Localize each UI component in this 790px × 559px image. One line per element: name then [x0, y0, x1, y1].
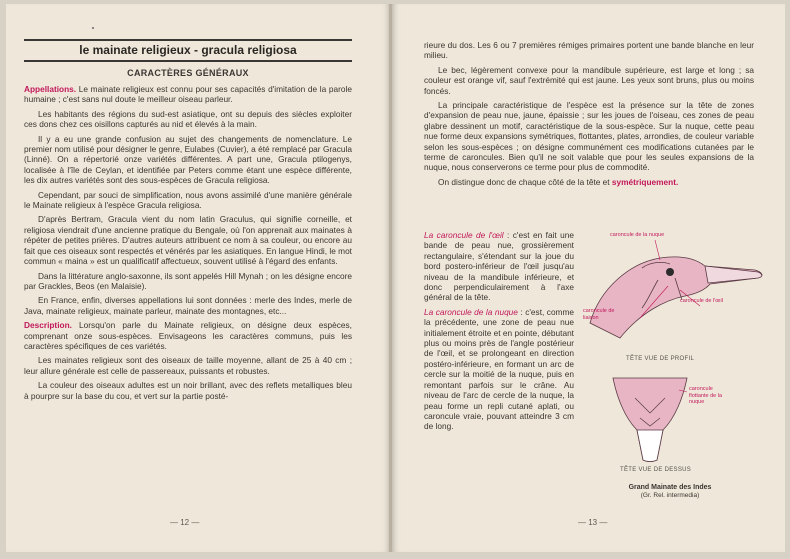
- paragraph: En France, enfin, diverses appellations lui sont données : merle des Indes, merle de Java, mainate religieux, mainate parleur, mainate des montagnes, etc...: [24, 295, 352, 316]
- right-body-column: [424, 230, 574, 436]
- section-heading: CARACTÈRES GÉNÉRAUX: [127, 68, 249, 78]
- paragraph: D'après Bertram, Gracula vient du nom latin Graculus, qui signifie corneille, et religiosa viendrait d'une ancienne pratique du Bengale, où l'on apprenait aux mainates à répéter de petites prières. D'autres auteurs attribuent ce nom à sa couleur, ou encore au fait que ces oiseaux sont respectés et vénérés par les asiatiques. En langue Hindi, le mot commun « maina » est un qualificatif affectueux, souvent utilisé à l'égard des enfants.: [24, 214, 352, 267]
- page-title: le mainate religieux - gracula religiosa: [24, 39, 352, 62]
- paragraph: Dans la littérature anglo-saxonne, ils sont appelés Hill Mynah ; on les désigne encore par Grackles, Beos (en Malaisie).: [24, 270, 352, 291]
- paragraph-text: On distingue donc de chaque côté de la tête et: [438, 176, 612, 187]
- speck: [92, 27, 94, 29]
- right-body-top: [424, 40, 754, 191]
- caroncule-nuque-heading: La caroncule de la nuque: [424, 306, 518, 317]
- appellations-heading: Appellations.: [24, 84, 77, 94]
- left-body: [24, 84, 352, 405]
- paragraph-text: : c'est, comme la précédente, une zone de peau nue initialement étroite et en pointe, débutant plus ou moins près de l'angle postérieur de l'œil, et se prolongeant en direction postéro-inférieure, en formant un arc de cercle sur la moitié de la nuque, puis en remontant parfois sur le crâne. Au niveau de l'arc de cercle de la nuque, la peau forme un repli cutané aplati, ou caroncule vraie, pouvant atteindre 3 cm de long.: [424, 306, 574, 432]
- caption-top: TÊTE VUE DE DESSUS: [620, 467, 692, 473]
- caroncule-oeil-heading: La caroncule de l'œil: [424, 230, 504, 240]
- label-caroncule-nuque: caroncule de la nuque: [610, 232, 665, 238]
- paragraph-text: Le mainate religieux est connu pour ses capacités d'imitation de la parole humaine ; c'est sans nul doute le meilleur oiseau parleur.: [24, 84, 352, 105]
- label-caroncule-liaison: caroncule de liaison: [583, 308, 615, 321]
- label-caroncule-flottante: caroncule flottante de la nuque: [689, 386, 723, 405]
- page-number-right: — 13 —: [578, 518, 608, 527]
- emphasis: symétriquement.: [611, 176, 679, 187]
- paragraph: Il y a eu une grande confusion au sujet des changements de nomenclature. Le premier nom utilisé pour désigner le genre, Eulabes (Cuvier), a été remplacé par Gracula (Linné). On a répertorié onze variétés différentes. A part une, Gracula ptilogenys, localisée à l'île de Ceylan, et identifiée par Peters comme étant une espèce différente, les dix autres variétés sont des sous-espèces de Gracula religiosa.: [24, 133, 352, 186]
- paragraph-text: Lorsqu'on parle du Mainate religieux, on désigne deux espèces, comprenant onze sous-espèces. Envisageons les caractères communs, puis les caractères spécifiques de ces variétés.: [24, 320, 352, 351]
- paragraph: La principale caractéristique de l'espèce est la présence sur la tête de zones d'expansion de peau nue, jaune, épaissie ; sur les joues de l'oiseau, ces zones de peau glabre dessinent un motif, caractéristique de la sous-espèce. Sur la nuque, cette peau nue forme deux expansions symétriques, flottantes, plates, arrondies, de couleur variable selon les sous-espèces ; on désigne communément ces modifications cutanées par le terme de caroncules. Bien qu'il ne soit valable que pour les seules expansions de la nuque, nous conserverons ce terme pour plus de commodité.: [424, 100, 754, 173]
- paragraph: Les mainates religieux sont des oiseaux de taille moyenne, allant de 25 à 40 cm ; leur allure générale est celle de passereaux, puissants et robustes.: [24, 355, 352, 376]
- paragraph: [424, 177, 754, 187]
- paragraph: Cependant, par souci de simplification, nous avons assimilé d'une manière générale le Mainate religieux à l'espèce Gracula religiosa.: [24, 189, 352, 211]
- paragraph: [24, 320, 352, 351]
- page-number-left: — 12 —: [170, 518, 200, 527]
- paragraph-text: : c'est en fait une bande de peau nue, grossièrement rectangulaire, s'étendant sur la joue du bord postero-inférieur de l'œil jusqu'au niveau de la mandibule inférieure, et donc perpendiculairement à l'axe général de la tête.: [424, 230, 574, 303]
- credit-subtitle: (Gr. Rel. intermedia): [640, 492, 700, 499]
- paragraph: [24, 84, 352, 105]
- caption-profile: TÊTE VUE DE PROFIL: [626, 356, 695, 362]
- paragraph: [424, 230, 574, 303]
- paragraph: rieure du dos. Les 6 ou 7 premières rémiges primaires portent une bande blanche en leur milieu.: [424, 40, 754, 61]
- figure-credit: [606, 484, 734, 500]
- label-caroncule-oeil: caroncule de l'œil: [680, 298, 723, 304]
- head-profile-illustration: [580, 228, 780, 348]
- head-top-illustration: [605, 368, 695, 463]
- paragraph: [424, 307, 574, 432]
- paragraph: La couleur des oiseaux adultes est un noir brillant, avec des reflets metalliques bleu à pourpre sur la base du cou, et vert sur la partie posté-: [24, 380, 352, 401]
- paragraph: Le bec, légèrement convexe pour la mandibule supérieure, est large et long ; sa couleur est orange vif, sauf l'extrémité qui est jaune. Les yeux sont bruns, plus ou moins foncés.: [424, 64, 754, 96]
- description-heading: Description.: [24, 320, 72, 331]
- paragraph: Les habitants des régions du sud-est asiatique, ont su depuis des siècles exploiter ces dons chez ces oisillons capturés au nid et élevés à la main.: [24, 108, 352, 130]
- credit-title: Grand Mainate des Indes: [628, 484, 712, 491]
